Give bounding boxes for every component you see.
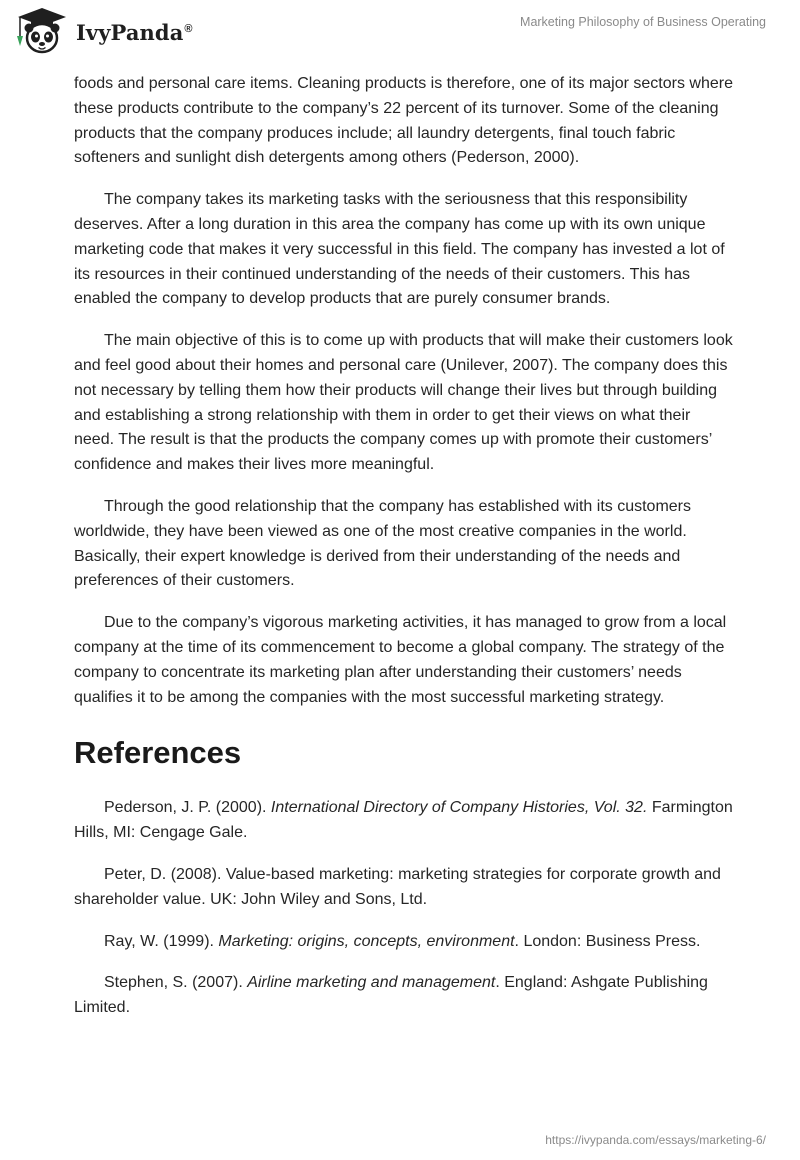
reference-item: Ray, W. (1999). Marketing: origins, concepts, environment. London: Business Press. [104,932,701,950]
references-heading: References [74,735,242,771]
body-paragraph: foods and personal care items. Cleaning products is therefore, one of its major sectors where these products contribute to the company’s 22 percent of its turnover. Some of the cleaning products that the company produces include; all laundry detergents, final touch fabric softeners and sunlight dish detergents among others (Pederson, 2000). [74,75,733,167]
reference-item: Stephen, S. (2007). Airline marketing and management. England: Ashgate Publishing Limited. [74,974,708,1017]
panda-graduate-icon [14,6,70,56]
body-paragraph: Due to the company’s vigorous marketing activities, it has managed to grow from a local company at the time of its commencement to become a global company. The strategy of the company to concentrate its marketing plan after understanding their customers’ needs qualifies it to be among the companies with the most successful marketing strategy. [74,614,727,706]
body-paragraph: Through the good relationship that the company has established with its customers worldwide, they have been viewed as one of the most creative companies in the world. Basically, their expert knowledge is derived from their understanding of the needs and preferences of their customers. [74,497,691,590]
registered-mark: ® [184,22,193,35]
document-title: Marketing Philosophy of Business Operating [520,15,766,29]
reference-item: Pederson, J. P. (2000). International Directory of Company Histories, Vol. 32. Farmington Hills, MI: Cengage Gale. [74,799,733,842]
page-header [0,0,800,70]
body-paragraph: The company takes its marketing tasks with the seriousness that this responsibility deserves. After a long duration in this area the company has come up with its own unique marketing code that makes it very successful in this field. The company has invested a lot of its resources in their continued understanding of the needs of their customers. This has enabled the company to develop products that are purely consumer brands. [74,191,725,308]
essay-content [74,72,734,1038]
ivypanda-logo[interactable] [14,6,193,56]
brand-name: IvyPanda® [76,19,193,45]
body-paragraph: The main objective of this is to come up with products that will make their customers look and feel good about their homes and personal care (Unilever, 2007). The company does this not necessary by telling them how their products will change their lives but through building and establishing a strong relationship with them in order to get their views on what their need. The result is that the products the company comes up with promote their customers’ confidence and makes their lives more meaningful. [74,332,733,474]
reference-item: Peter, D. (2008). Value-based marketing: marketing strategies for corporate growth and shareholder value. UK: John Wiley and Sons, Ltd. [74,865,721,908]
footer-url-link[interactable]: https://ivypanda.com/essays/marketing-6/ [545,1133,766,1147]
